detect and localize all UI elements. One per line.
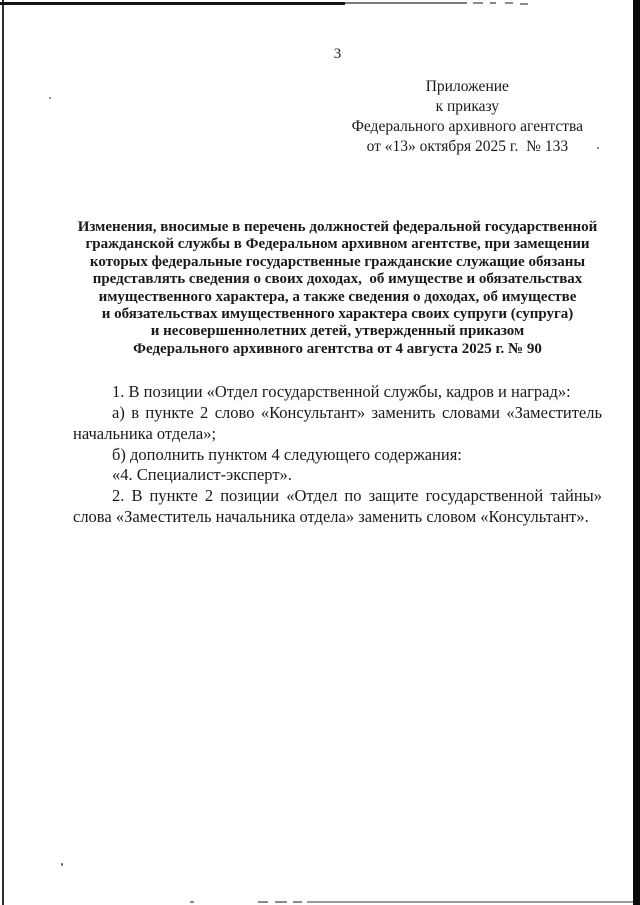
scan-dash: [275, 901, 287, 903]
appendix-header-line: от «13» октября 2025 г. № 133: [366, 138, 569, 155]
document-title-line: которых федеральные государственные гражданские служащие обязаны: [89, 253, 586, 270]
body-paragraph: а) в пункте 2 слово «Консультант» заменить словами «Заместитель начальника отдела»;: [73, 403, 602, 443]
appendix-header-line: Федерального архивного агентства: [351, 118, 583, 135]
document-title-line: Изменения, вносимые в перечень должностей федеральной государственной: [77, 219, 598, 235]
scan-speck: [61, 863, 63, 866]
appendix-header-line: Приложение: [425, 78, 509, 95]
body-paragraph: 2. В пункте 2 позиции «Отдел по защите государственной тайны» слова «Заместитель начальника отдела» заменить словом «Консультант».: [73, 486, 602, 527]
scan-dash: [293, 901, 302, 903]
page-number: 3: [333, 46, 342, 62]
body-paragraph: 1. В позиции «Отдел государственной службы, кадров и наград»:: [112, 382, 571, 402]
scan-edge-bottom: [307, 901, 633, 903]
appendix-header: [352, 77, 583, 157]
appendix-header-line: к приказу: [435, 98, 500, 115]
document-title-line: и обязательствах имущественного характера своих супруги (супруга): [101, 306, 574, 323]
scan-dash: [190, 901, 194, 903]
scan-dash: [258, 901, 268, 903]
document-title-line: Федерального архивного агентства от 4 августа 2025 г. № 90: [133, 340, 542, 357]
body-paragraph: «4. Специалист-эксперт».: [112, 465, 292, 485]
document-title: [73, 219, 602, 358]
document-title-line: имущественного характера, а также сведения о доходах, об имуществе: [98, 288, 577, 305]
document-title-line: и несовершеннолетних детей, утвержденный приказом: [150, 323, 525, 340]
document-title-line: гражданской службы в Федеральном архивном агентстве, при замещении: [85, 236, 590, 253]
document-body: [73, 382, 602, 528]
body-paragraph: б) дополнить пунктом 4 следующего содержания:: [112, 444, 462, 464]
document-title-line: представлять сведения о своих доходах, об имуществе и обязательствах: [92, 271, 583, 288]
